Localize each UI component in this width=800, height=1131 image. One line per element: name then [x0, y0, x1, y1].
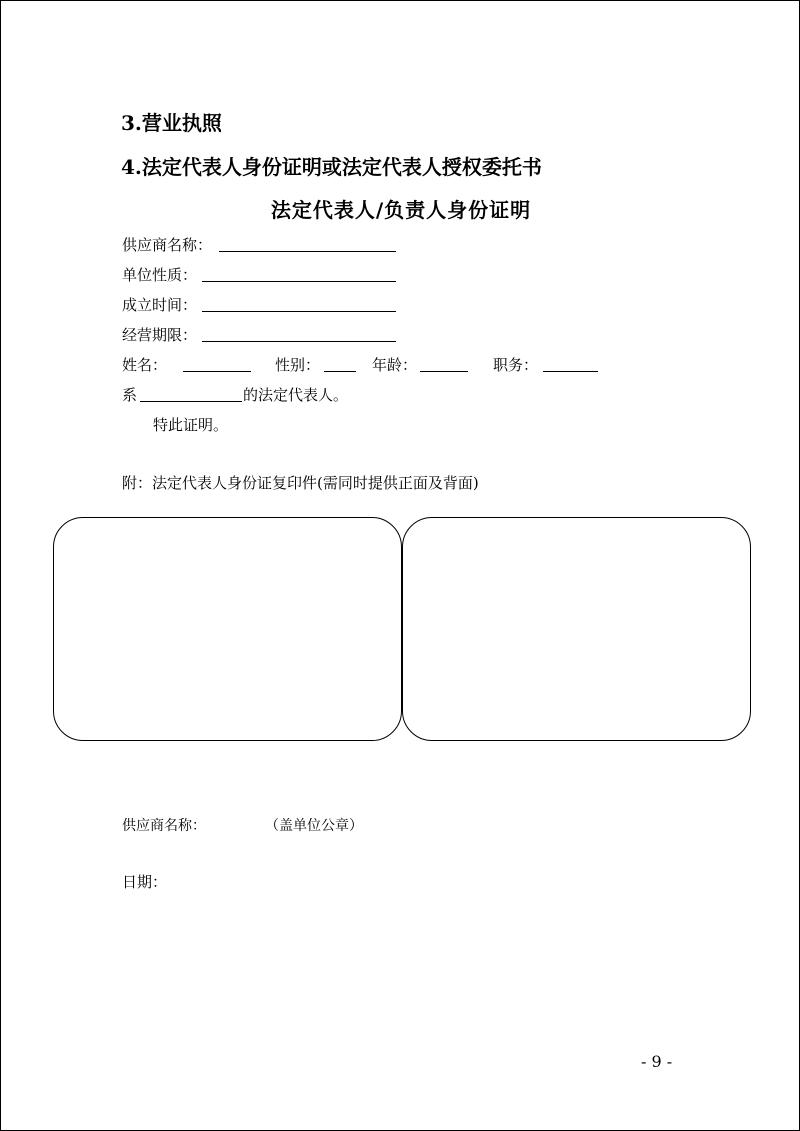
- is-suffix: 的法定代表人。: [243, 386, 349, 404]
- gender-label: 性别：: [275, 356, 321, 374]
- representative-company-blank[interactable]: [140, 401, 242, 402]
- is-prefix: 系: [122, 386, 138, 404]
- id-card-back-box: [402, 517, 751, 741]
- form-title: 法定代表人/负责人身份证明: [270, 198, 532, 222]
- page-number: - 9 -: [641, 1052, 673, 1071]
- certify-text: 特此证明。: [153, 416, 229, 434]
- id-card-front-box: [53, 517, 402, 741]
- name-blank[interactable]: [183, 371, 251, 372]
- supplier-name-label: 供应商名称：: [122, 236, 213, 254]
- established-time-blank[interactable]: [202, 311, 396, 312]
- name-label: 姓名：: [122, 356, 168, 374]
- age-blank[interactable]: [420, 371, 468, 372]
- unit-nature-label: 单位性质：: [122, 266, 198, 284]
- business-license-heading: 3.营业执照: [121, 111, 222, 135]
- footer-supplier-name-label: 供应商名称：: [122, 818, 206, 834]
- established-time-label: 成立时间：: [122, 296, 198, 314]
- gender-blank[interactable]: [324, 371, 356, 372]
- position-label: 职务：: [493, 356, 539, 374]
- business-term-blank[interactable]: [202, 341, 396, 342]
- date-label: 日期：: [122, 873, 168, 891]
- section4-heading: 4.法定代表人身份证明或法定代表人授权委托书: [121, 155, 542, 179]
- supplier-name-blank[interactable]: [219, 251, 396, 252]
- unit-nature-blank[interactable]: [202, 281, 396, 282]
- business-term-label: 经营期限：: [122, 326, 198, 344]
- attachment-note: 附：法定代表人身份证复印件(需同时提供正面及背面): [122, 474, 479, 492]
- position-blank[interactable]: [543, 371, 598, 372]
- seal-note: （盖单位公章）: [265, 818, 363, 834]
- age-label: 年龄：: [372, 356, 418, 374]
